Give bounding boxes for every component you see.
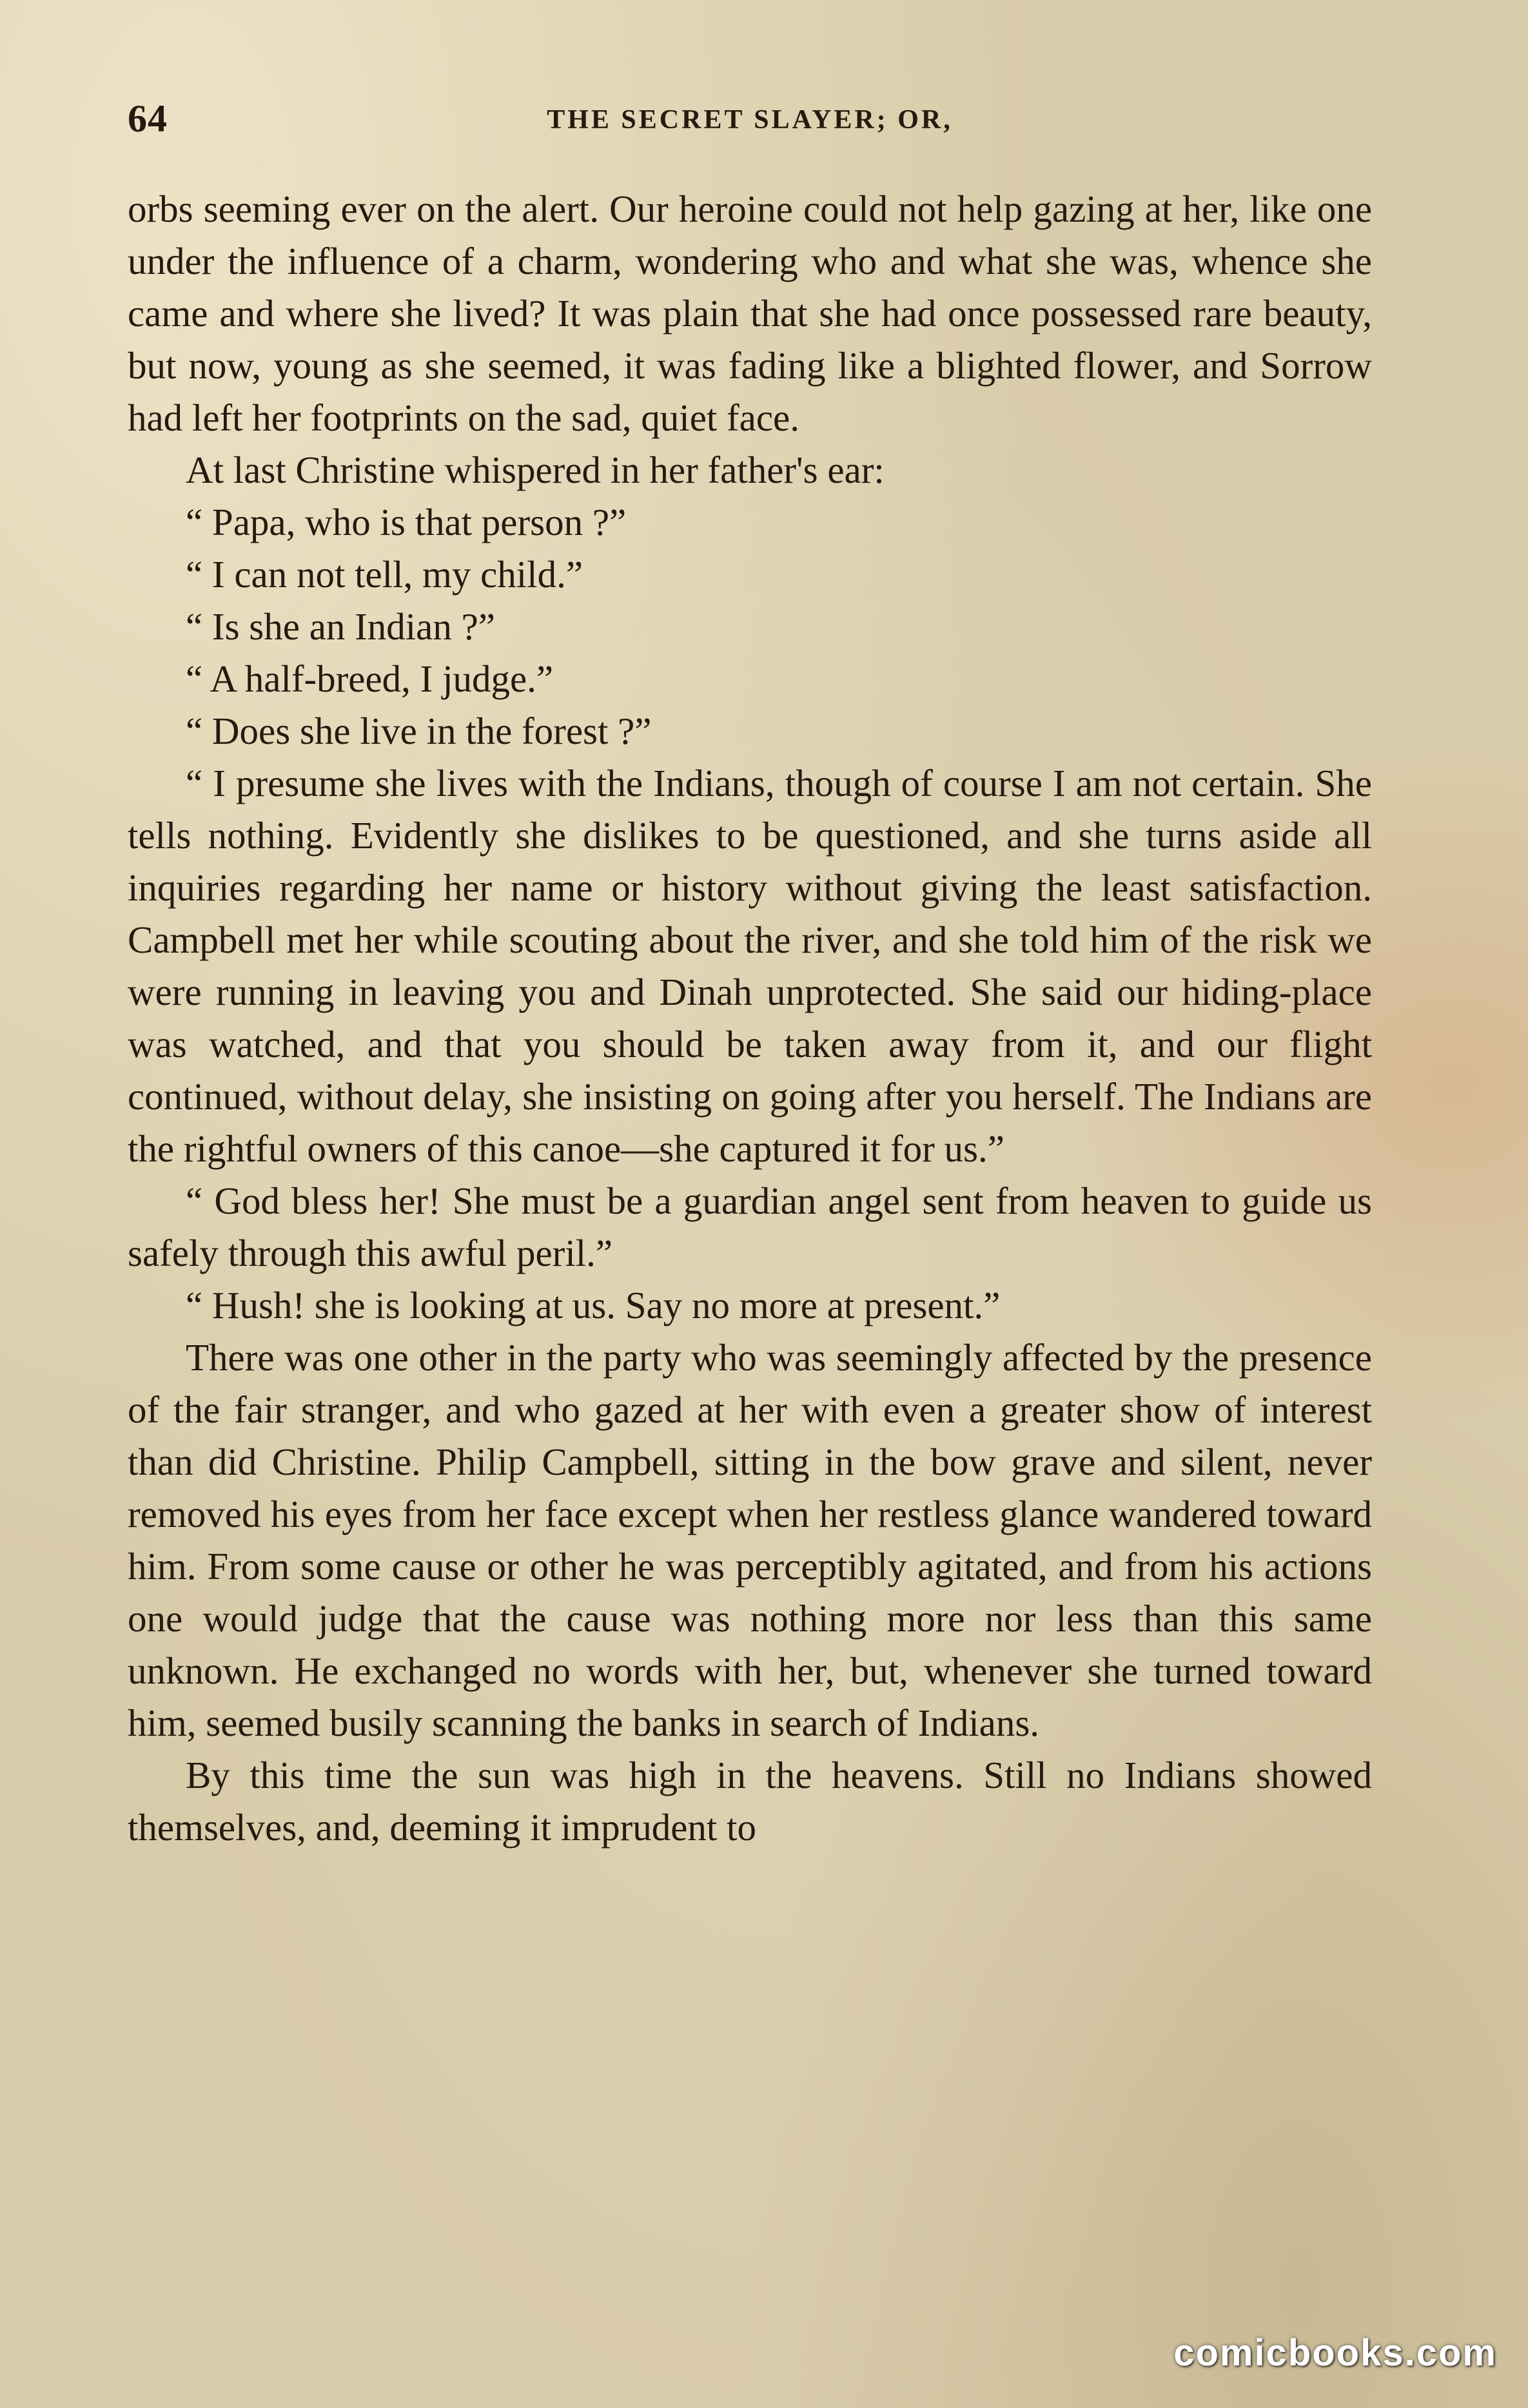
book-page: [128, 97, 1372, 1854]
running-title: THE SECRET SLAYER; OR,: [547, 105, 953, 135]
watermark: comicbooks.com: [1173, 2332, 1497, 2374]
dialogue-line: “ Is she an Indian ?”: [186, 605, 495, 648]
paragraph: By this time the sun was high in the heavens. Still no Indians showed themselves, and, deeming it imprudent to: [128, 1754, 1372, 1849]
body-text: [128, 183, 1372, 1854]
paragraph: “ I presume she lives with the Indians, though of course I am not certain. She tells nothing. Evidently she dislikes to be questioned, and she turns aside all inquiries regarding her name or history without giving the least satisfaction. Campbell met her while scouting about the river, and she told him of the risk we were running in leaving you and Dinah unprotected. She said our hiding-place was watched, and that you should be taken away from it, and our flight continued, without delay, she insisting on going after you herself. The Indians are the rightful owners of this canoe—she captured it for us.”: [128, 762, 1372, 1170]
dialogue-line: “ A half-breed, I judge.”: [186, 657, 554, 700]
paragraph: At last Christine whispered in her father's ear:: [186, 449, 885, 491]
dialogue-line: “ I can not tell, my child.”: [186, 553, 583, 596]
running-head: [128, 97, 1372, 155]
paragraph: “ God bless her! She must be a guardian angel sent from heaven to guide us safely through this awful peril.”: [128, 1180, 1372, 1274]
paragraph: There was one other in the party who was seemingly affected by the presence of the fair stranger, and who gazed at her with even a greater show of interest than did Christine. Philip Campbell, sitting in the bow grave and silent, never removed his eyes from her face except when her restless glance wandered toward him. From some cause or other he was perceptibly agitated, and from his actions one would judge that the cause was nothing more nor less than this same unknown. He exchanged no words with her, but, whenever she turned toward him, seemed busily scanning the banks in search of Indians.: [128, 1336, 1372, 1744]
dialogue-line: “ Papa, who is that person ?”: [186, 501, 627, 543]
paragraph: orbs seeming ever on the alert. Our heroine could not help gazing at her, like one under the influence of a charm, wondering who and what she was, whence she came and where she lived? It was plain that she had once possessed rare beauty, but now, young as she seemed, it was fading like a blighted flower, and Sorrow had left her footprints on the sad, quiet face.: [128, 188, 1372, 439]
page-number: 64: [128, 97, 168, 140]
dialogue-line: “ Does she live in the forest ?”: [186, 710, 652, 752]
dialogue-line: “ Hush! she is looking at us. Say no more at present.”: [186, 1284, 1001, 1326]
